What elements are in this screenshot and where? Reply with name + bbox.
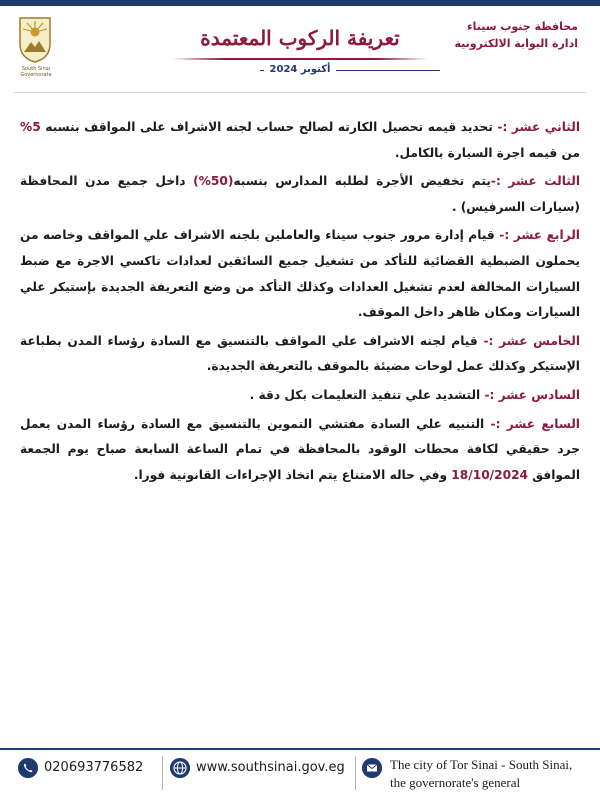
page-footer bbox=[0, 750, 600, 800]
header-separator bbox=[14, 92, 586, 93]
paragraph-label: الخامس عشر :- bbox=[483, 333, 580, 348]
paragraph-label: الثالث عشر :- bbox=[490, 174, 581, 189]
paragraph-12 bbox=[20, 115, 580, 166]
paragraph-15 bbox=[20, 329, 580, 380]
paragraph-text: من قيمه اجرة السيارة بالكامل. bbox=[394, 145, 580, 160]
paragraph-text: وفي حاله الامتناع يتم اتخاذ الإجراءات القانونية فورا. bbox=[133, 467, 452, 482]
footer-website-link[interactable]: www.southsinai.gov.eg bbox=[196, 760, 345, 775]
footer-phone[interactable]: 020693776582 bbox=[44, 760, 144, 775]
paragraph-text: قيام إدارة مرور جنوب سيناء والعاملين بلجنه الاشراف علي المواقف وخاصه من يحملون الضبطية القضائية للتأكد من تشغيل جميع السائقين لعدادات تاكسي الاجرة مع ضبط السيارات المخالفة لعدم تشغيل العدادات وكذلك التأكد من وضع التعريفة الجديدة بإستيكر علي السيارات ومكان ظاهر داخل الموقف. bbox=[20, 228, 580, 320]
governorate-emblem-icon bbox=[16, 14, 54, 64]
document-body bbox=[20, 115, 580, 491]
paragraph-14 bbox=[20, 223, 580, 325]
page-title: تعريفة الركوب المعتمدة bbox=[200, 26, 400, 50]
paragraph-text: قيام لجنه الاشراف علي المواقف بالتنسيق مع السادة رؤساء المدن بطباعة الإستيكر وكذلك عمل لوحات مضيئة بالموقف بالتعريفة الجديدة. bbox=[20, 333, 580, 374]
footer-divider bbox=[355, 756, 356, 790]
paragraph-13 bbox=[20, 169, 580, 220]
paragraph-16 bbox=[20, 383, 580, 409]
paragraph-text: داخل جميع مدن المحافظة (سيارات السرفيس) . bbox=[20, 174, 580, 214]
footer-divider bbox=[162, 756, 163, 790]
footer-address-line2: the governorate's general bbox=[390, 775, 521, 790]
paragraph-text: التنبيه علي السادة مفتشي التموين بالتنسيق مع السادة رؤساء المدن بعمل جرد حقيقي لكافة محطات الوقود بالمحافظة في تمام الساعة السابعة صباح يوم الجمعة الموافق bbox=[20, 416, 580, 482]
date-value: 18/10/2024 bbox=[451, 467, 529, 482]
mail-icon bbox=[362, 758, 382, 778]
paragraph-text: تحديد قيمه تحصيل الكارته لصالح حساب لجنه الاشراف على المواقف بنسبه bbox=[40, 120, 498, 134]
gov-name-line1: محافظة جنوب سيناء bbox=[466, 20, 578, 33]
paragraph-label: الثاني عشر :- bbox=[497, 120, 580, 134]
document-header bbox=[0, 6, 600, 88]
title-block bbox=[150, 26, 450, 75]
paragraph-label: السادس عشر :- bbox=[484, 387, 580, 402]
paragraph-label: السابع عشر :- bbox=[490, 416, 580, 431]
subtitle-date bbox=[150, 64, 450, 75]
gov-name-line2: ادارة البوابة الالكترونية bbox=[454, 37, 578, 50]
governorate-name bbox=[408, 18, 578, 52]
globe-icon bbox=[170, 758, 190, 778]
percentage-value: 5% bbox=[20, 120, 41, 134]
footer-address-line1: The city of Tor Sinai - South Sinai, bbox=[390, 757, 573, 772]
phone-icon bbox=[18, 758, 38, 778]
paragraph-label: الرابع عشر :- bbox=[499, 228, 580, 243]
paragraph-text: يتم تخفيض الأجرة لطلبه المدارس بنسبه bbox=[233, 174, 491, 189]
footer-address bbox=[390, 756, 600, 792]
percentage-value: (50%) bbox=[193, 174, 234, 189]
paragraph-text: التشديد علي تنفيذ التعليمات بكل دقة . bbox=[249, 387, 485, 402]
emblem-caption: South Sinai Governorate bbox=[20, 66, 52, 78]
title-underline bbox=[172, 58, 428, 60]
subtitle-text: أكتوبر 2024 bbox=[264, 64, 337, 75]
paragraph-17 bbox=[20, 412, 580, 489]
